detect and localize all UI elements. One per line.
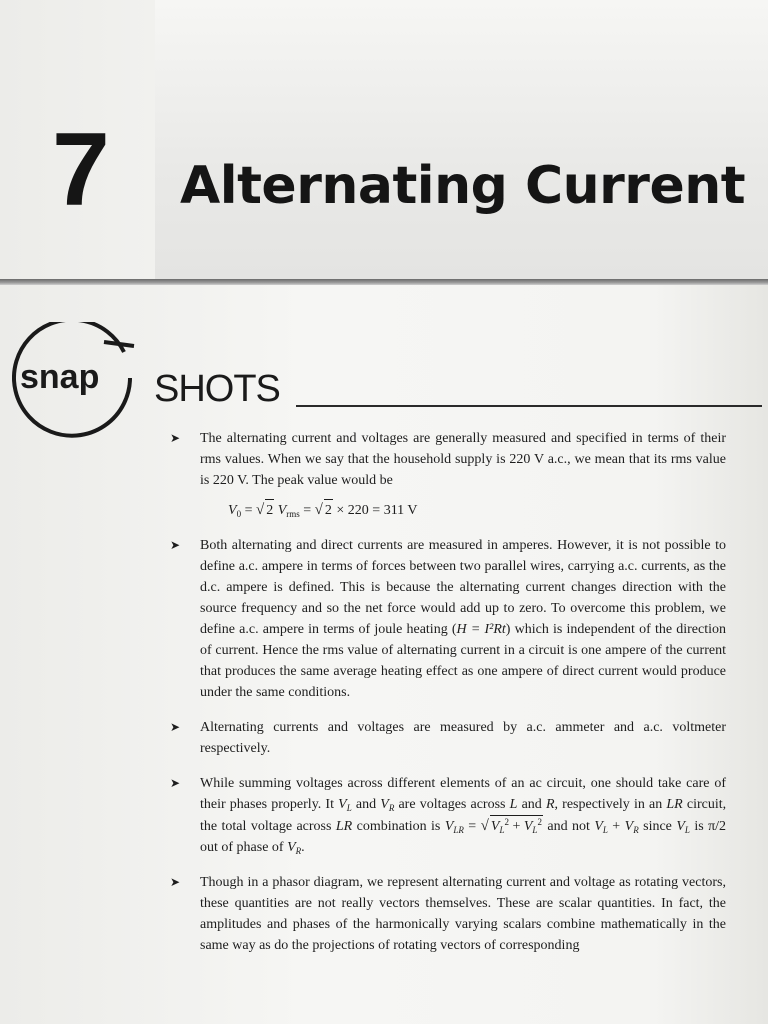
arrowhead-bullet-icon: ➤ bbox=[170, 720, 181, 734]
total-voltage-formula: $V_{LR}$ = √ $V_L^2 + V_L^2$ bbox=[444, 817, 542, 835]
title-divider bbox=[0, 279, 768, 285]
peak-value-formula: $V_0$ = √ 2 $V_{rms}$ = √ 2 × 220 = 311 V bbox=[228, 499, 726, 521]
list-item bbox=[170, 428, 726, 521]
shots-label: SHOTS bbox=[154, 368, 280, 410]
list-item: ➤ While summing voltages across different elements of an ac circuit, one should take care of their phases properly. It $V_L$ and $V_R$ are voltages across L and R, respectively in an LR circuit, the total voltage across LR combination is $V_{LR}$ = √ $V_L^2 + V_L^2$ and not $V_L + V_R$ since $V_L$ is π/2 out of phase of $V_R$. bbox=[170, 773, 726, 858]
item-text: The alternating current and voltages are generally measured and specified in terms of their rms values. When we say that the household supply is 220 V a.c., we mean that its rms value is 220 V. The peak value would be bbox=[200, 431, 726, 488]
arrowhead-bullet-icon: ➤ bbox=[170, 875, 181, 889]
snapshot-list bbox=[170, 428, 726, 970]
shots-underline bbox=[296, 405, 762, 407]
list-item: ➤ Though in a phasor diagram, we represent alternating current and voltage as rotating vectors, these quantities are not really vectors themselves. These are scalar quantities. In fact, the amplitudes and phases of the harmonically varying scalars combine mathematically in the same way as do the projections of rotating vectors of corresponding bbox=[170, 872, 726, 956]
snap-label: snap bbox=[20, 358, 100, 396]
title-band bbox=[155, 0, 768, 282]
arrowhead-bullet-icon: ➤ bbox=[170, 431, 181, 445]
chapter-title: Alternating Current bbox=[180, 156, 746, 216]
arrowhead-bullet-icon: ➤ bbox=[170, 538, 181, 552]
list-item: ➤ Alternating currents and voltages are measured by a.c. ammeter and a.c. voltmeter respectively. bbox=[170, 717, 726, 759]
chapter-number: 7 bbox=[52, 112, 110, 228]
joule-heating-equation: H = I²Rt bbox=[456, 622, 506, 637]
arrowhead-bullet-icon: ➤ bbox=[170, 776, 181, 790]
list-item: ➤ Both alternating and direct currents are measured in amperes. However, it is not possible to define a.c. ampere in terms of forces between two parallel wires, carrying a.c. currents, as the d.c. ampere is defined. This is because the alternating current changes direction with the source frequency and so the net force would add up to zero. To overcome this problem, we define a.c. ampere in terms of joule heating (H = I²Rt) which is independent of the direction of current. Hence the rms value of alternating current in a circuit is one ampere of the current that produces the same average heating effect as one ampere of direct current would produce under the same conditions. bbox=[170, 535, 726, 703]
